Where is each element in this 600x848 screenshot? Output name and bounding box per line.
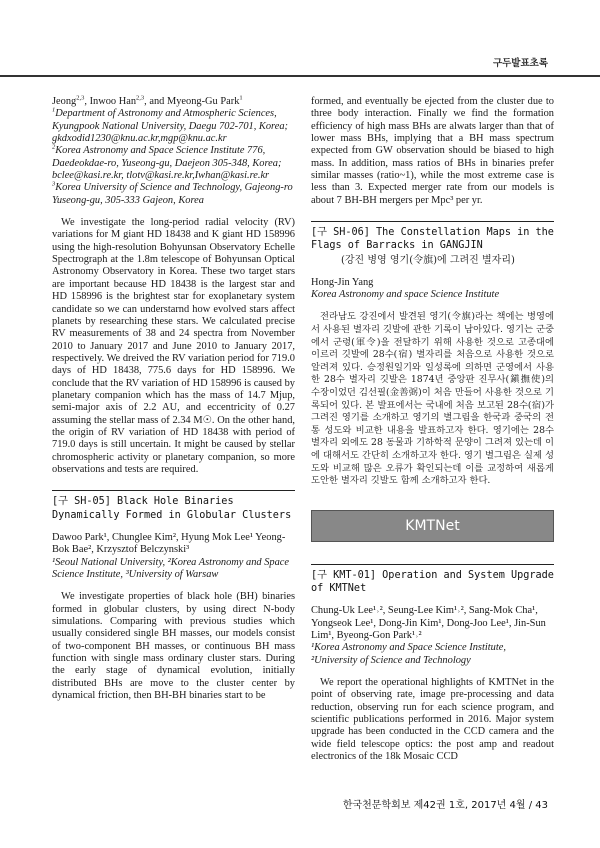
aff-sup: 3 bbox=[52, 180, 56, 188]
affiliation bbox=[52, 145, 295, 170]
aff-text: Department of Astronomy and Atmospheric Sciences, Kyungpook National University, Daegu 702-701, Korea; bbox=[52, 108, 288, 132]
email: gkdxodid1230@knu.ac.kr,mgp@knu.ac.kr bbox=[52, 133, 227, 145]
author-sup: 2,3 bbox=[136, 94, 145, 102]
abstract-continuation: formed, and eventually be ejected from the cluster due to three body interaction. Finally we find the formation efficiency of high mass BHs are alwats larger than that of lower mass BHs, implying that a BH mass spectrum expected from GW observation should be biased to high mass. In addition, mass ratios of BHs in binaries prefer similar masses (ratio~1), while the most extreme case is less than 3. Expected merger rate from our models is about 7 BH-BH mergers per Mpc³ per yr. bbox=[311, 96, 554, 206]
banner-label: KMTNet bbox=[405, 517, 460, 534]
section-title: [구 KMT-01] Operation and System Upgrade of KMTNet bbox=[311, 564, 554, 596]
abstract-text: We report the operational highlights of KMTNet in the point of observing rate, image pre-processing and data reduction, observing run for each science program, and scientific publications performed in 2016. Major system upgrade has been conducted in the CCD camera and the wide field telescope optics: the post amp and readout electronics of the 18k Mosaic CCD bbox=[311, 677, 554, 763]
aff-text: Korea University of Science and Technology, Gajeong-ro Yuseong-gu, 305-333 Gajeon, Korea bbox=[52, 182, 293, 206]
aff-text: Korea Astronomy and Space Science Institute 776, Daedeokdae-ro, Yuseong-gu, Daejeon 305-348, Korea; bbox=[52, 145, 282, 169]
section-authors: Chung-Uk Lee¹˒², Seung-Lee Kim¹˒², Sang-Mok Cha¹, Yongseok Lee¹, Dong-Jin Kim¹, Dong-Joo Lee¹, Jin-Sun Lim¹, Byeong-Gon Park¹˒² bbox=[311, 605, 546, 641]
kmtnet-banner bbox=[311, 510, 554, 542]
aff-sup: 1 bbox=[52, 106, 56, 114]
left-column bbox=[52, 96, 295, 702]
section-author: Hong-Jin Yang bbox=[311, 276, 374, 288]
right-column bbox=[311, 96, 554, 763]
affiliation bbox=[52, 182, 295, 207]
section-header: 구두발표초록 bbox=[492, 58, 548, 69]
email: bclee@kasi.re.kr, tlotv@kasi.re.kr,Iwhan@kasi.re.kr bbox=[52, 170, 270, 182]
author-name: , and Myeong-Gu Park bbox=[144, 96, 240, 107]
section-title: [구 SH-06] The Constellation Maps in the Flags of Barracks in GANGJIN bbox=[311, 221, 554, 253]
abstract-text: We investigate properties of black hole (BH) binaries formed in globular clusters, by using direct N-body simulations. Comparing with previous studies which usually considered single BH masses, our models consist of two-component BH masses, or continuous BH mass function with single mass ordinary cluster stars. During the early stage of dynamical evolution, initially distributed BHs are move to the cluster center by dynamical friction, then BH-BH binaries start to be bbox=[52, 591, 295, 702]
abstract-korean: 전라남도 강진에서 발견된 영기(令旗)라는 책에는 병영에서 사용된 별자리 깃발에 관한 기록이 남아있다. 영기는 군중에서 군령(軍令)을 전달하기 위해 사용한 것으로 고종대에 이르러 깃발에 28수(宿) 별자리를 처음으로 사용한 것으로 알려져 있다. 승정원일기와 일성록에 의하면 군영에서 사용한 28수 별자리 깃발은 1874년 중앙판 진무사(鎭撫使)의 수장이었던 김선필(金善弼)이 처음 만들어 사용한 것으로 기록되어 있다. 본 발표에서는 국내에 처음 보고된 28수(宿)가 그려진 영기를 소개하고 영기의 별그림을 한국과 중국의 전통 성도와 비교한 내용을 발표하고자 한다. 영기에는 28수 별자리 외에도 28 동물과 기하학적 문양이 그려져 있는데 이에 대해서도 간단히 소개하고자 한다. 영기 별그림은 실제 성도와 비교해 많은 오류가 확인되는데 이를 교정하여 새롭게 도안한 별자리 깃발도 함께 소개하고자 한다. bbox=[311, 311, 554, 487]
author-name: Jeong bbox=[52, 96, 77, 107]
abstract-text: We investigate the long-period radial velocity (RV) variations for M giant HD 18438 and K giant HD 158996 using the high-resolution Bohyunsan Observatory Echelle Spectrograph at the 1.8m telescope of Bohyunsan Optical Astronomy Observatory in Korea. These two target stars are important because HD 18438 is the largest star and HD 158996 is the brightest star for exoplanetary system candidate so we can understarnd how evolved stars affect planets by researching these stars. We calculated precise RV measurements of 38 and 24 spectra from November 2010 to January 2017 and June 2010 to January 2017, respectively. We dreived the RV variation period for 719.0 days of HD 18438, 775.6 days for HD 158996. We conclude that the RV variation of HD 158996 is caused by planetary companion which has the mass of 14.7 Mjup, semi-major axis of 2.2 AU, and eccentricity of 0.27 assuming the stellar mass of 2.34 M☉. On the other hand, the origin of RV variation of HD 18438 with period of 719.0 days is still uncertain. It might be caused by stellar chromospheric activity or planetary companion, so more observations and tests are required. bbox=[52, 217, 295, 475]
author-sup: 1 bbox=[239, 94, 243, 102]
section-subtitle: (강진 병영 영기(令旗)에 그려진 별자리) bbox=[341, 254, 515, 266]
author-sup: 2,3 bbox=[76, 94, 85, 102]
header-rule bbox=[0, 75, 600, 77]
section-affiliation: ²University of Science and Technology bbox=[311, 654, 471, 666]
aff-sup: 2 bbox=[52, 143, 56, 151]
page-footer: 한국천문학회보 제42권 1호, 2017년 4월 / 43 bbox=[342, 800, 548, 811]
author-name: , Inwoo Han bbox=[84, 96, 137, 107]
author-line bbox=[52, 96, 295, 108]
section-authors: Dawoo Park¹, Chunglee Kim², Hyung Mok Lee¹ Yeong-Bok Bae², Krzysztof Belczynski³ bbox=[52, 531, 286, 556]
section-affiliation: ¹Korea Astronomy and Space Science Institute, bbox=[311, 642, 506, 654]
section-affiliations: ¹Seoul National University, ²Korea Astronomy and Space Science Institute, ³University of Warsaw bbox=[52, 556, 290, 580]
section-title: [구 SH-05] Black Hole Binaries Dynamically Formed in Globular Clusters bbox=[52, 490, 295, 522]
section-affiliation: Korea Astronomy and space Science Institute bbox=[311, 289, 500, 301]
affiliation bbox=[52, 108, 295, 133]
